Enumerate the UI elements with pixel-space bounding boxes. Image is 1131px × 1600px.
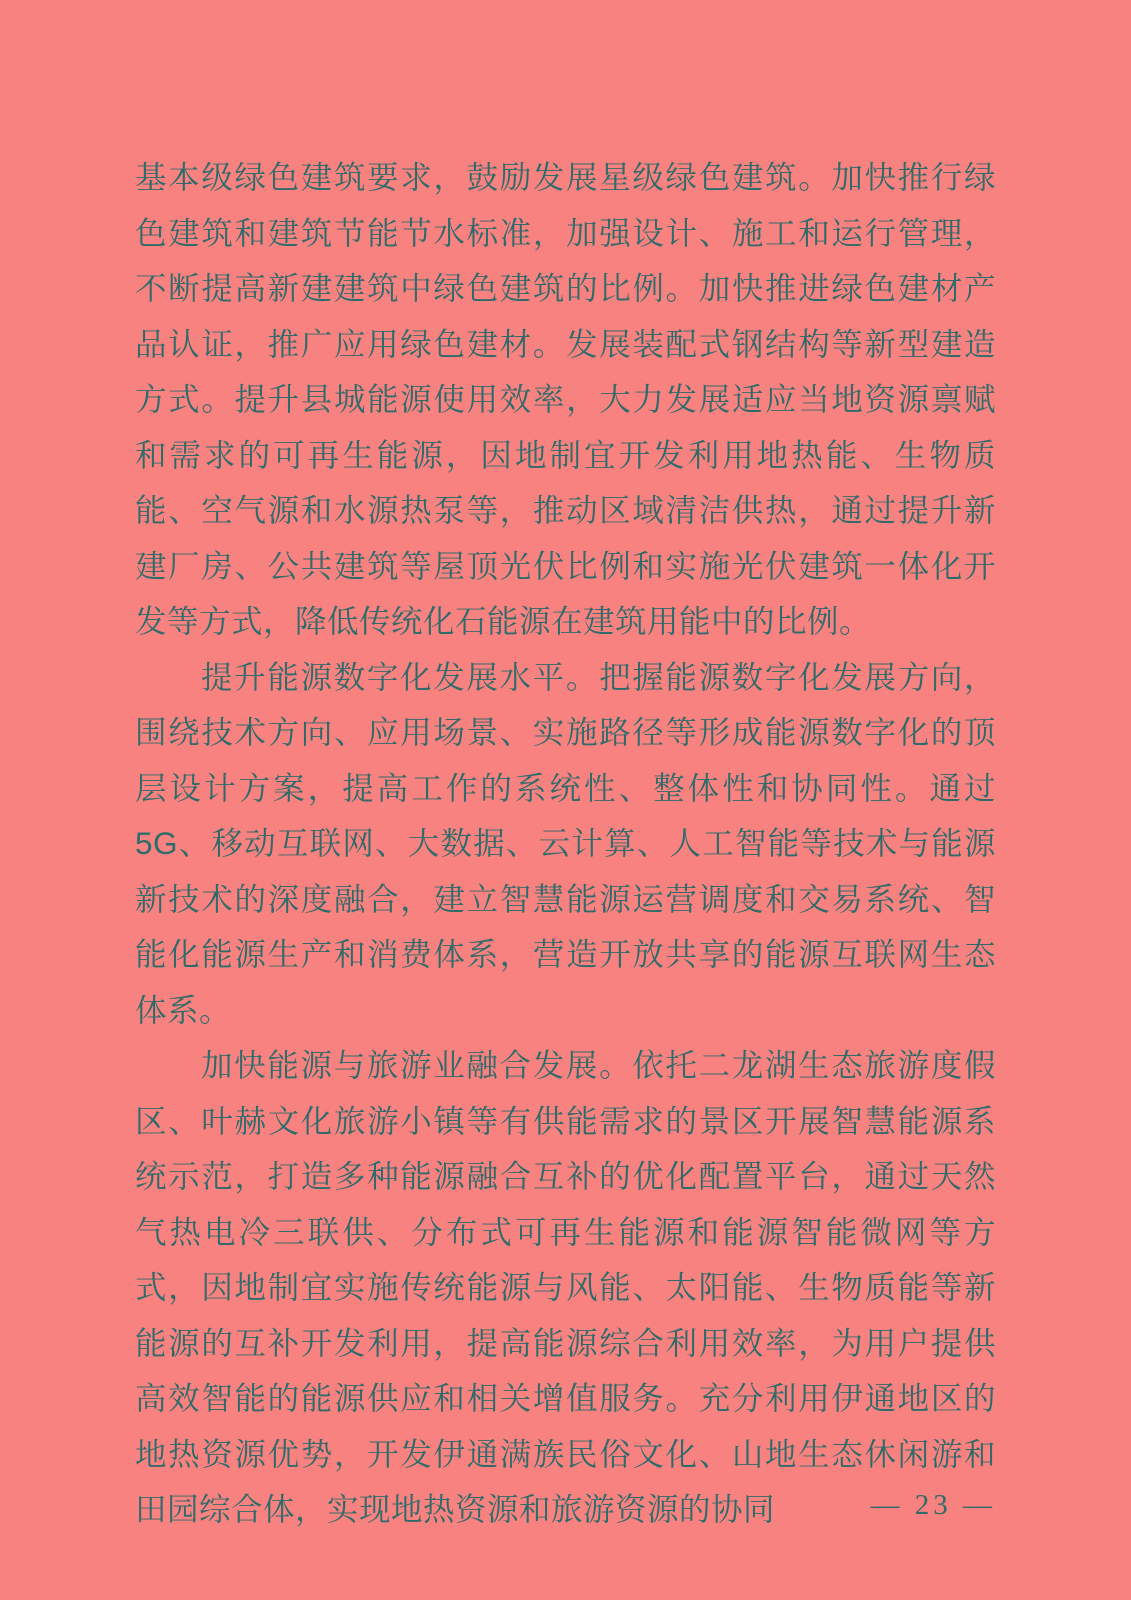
paragraph-2: 提升能源数字化发展水平。把握能源数字化发展方向，围绕技术方向、应用场景、实施路径等形成能源数字化的顶层设计方案，提高工作的系统性、整体性和协同性。通过5G、移动互联网、大数据、云计算、人工智能等技术与能源新技术的深度融合，建立智慧能源运营调度和交易系统、智能化能源生产和消费体系，营造开放共享的能源互联网生态体系。 (135, 658, 996, 1028)
paragraph-3: 加快能源与旅游业融合发展。依托二龙湖生态旅游度假区、叶赫文化旅游小镇等有供能需求的景区开展智慧能源系统示范，打造多种能源融合互补的优化配置平台，通过天然气热电冷三联供、分布式可再生能源和能源智能微网等方式，因地制宜实施传统能源与风能、太阳能、生物质能等新能源的互补开发利用，提高能源综合利用效率，为用户提供高效智能的能源供应和相关增值服务。充分利用伊通地区的地热资源优势，开发伊通满族民俗文化、山地生态休闲游和田园综合体，实现地热资源和旅游资源的协同 (135, 1047, 996, 1527)
paragraph-1: 基本级绿色建筑要求，鼓励发展星级绿色建筑。加快推行绿色建筑和建筑节能节水标准，加强设计、施工和运行管理，不断提高新建建筑中绿色建筑的比例。加快推进绿色建材产品认证，推广应用绿色建材。发展装配式钢结构等新型建造方式。提升县城能源使用效率，大力发展适应当地资源禀赋和需求的可再生能源，因地制宜开发利用地热能、生物质能、空气源和水源热泵等，推动区域清洁供热，通过提升新建厂房、公共建筑等屋顶光伏比例和实施光伏建筑一体化开发等方式，降低传统化石能源在建筑用能中的比例。 (135, 159, 996, 639)
document-body (135, 150, 996, 1538)
page-number: — 23 — (870, 1489, 996, 1521)
